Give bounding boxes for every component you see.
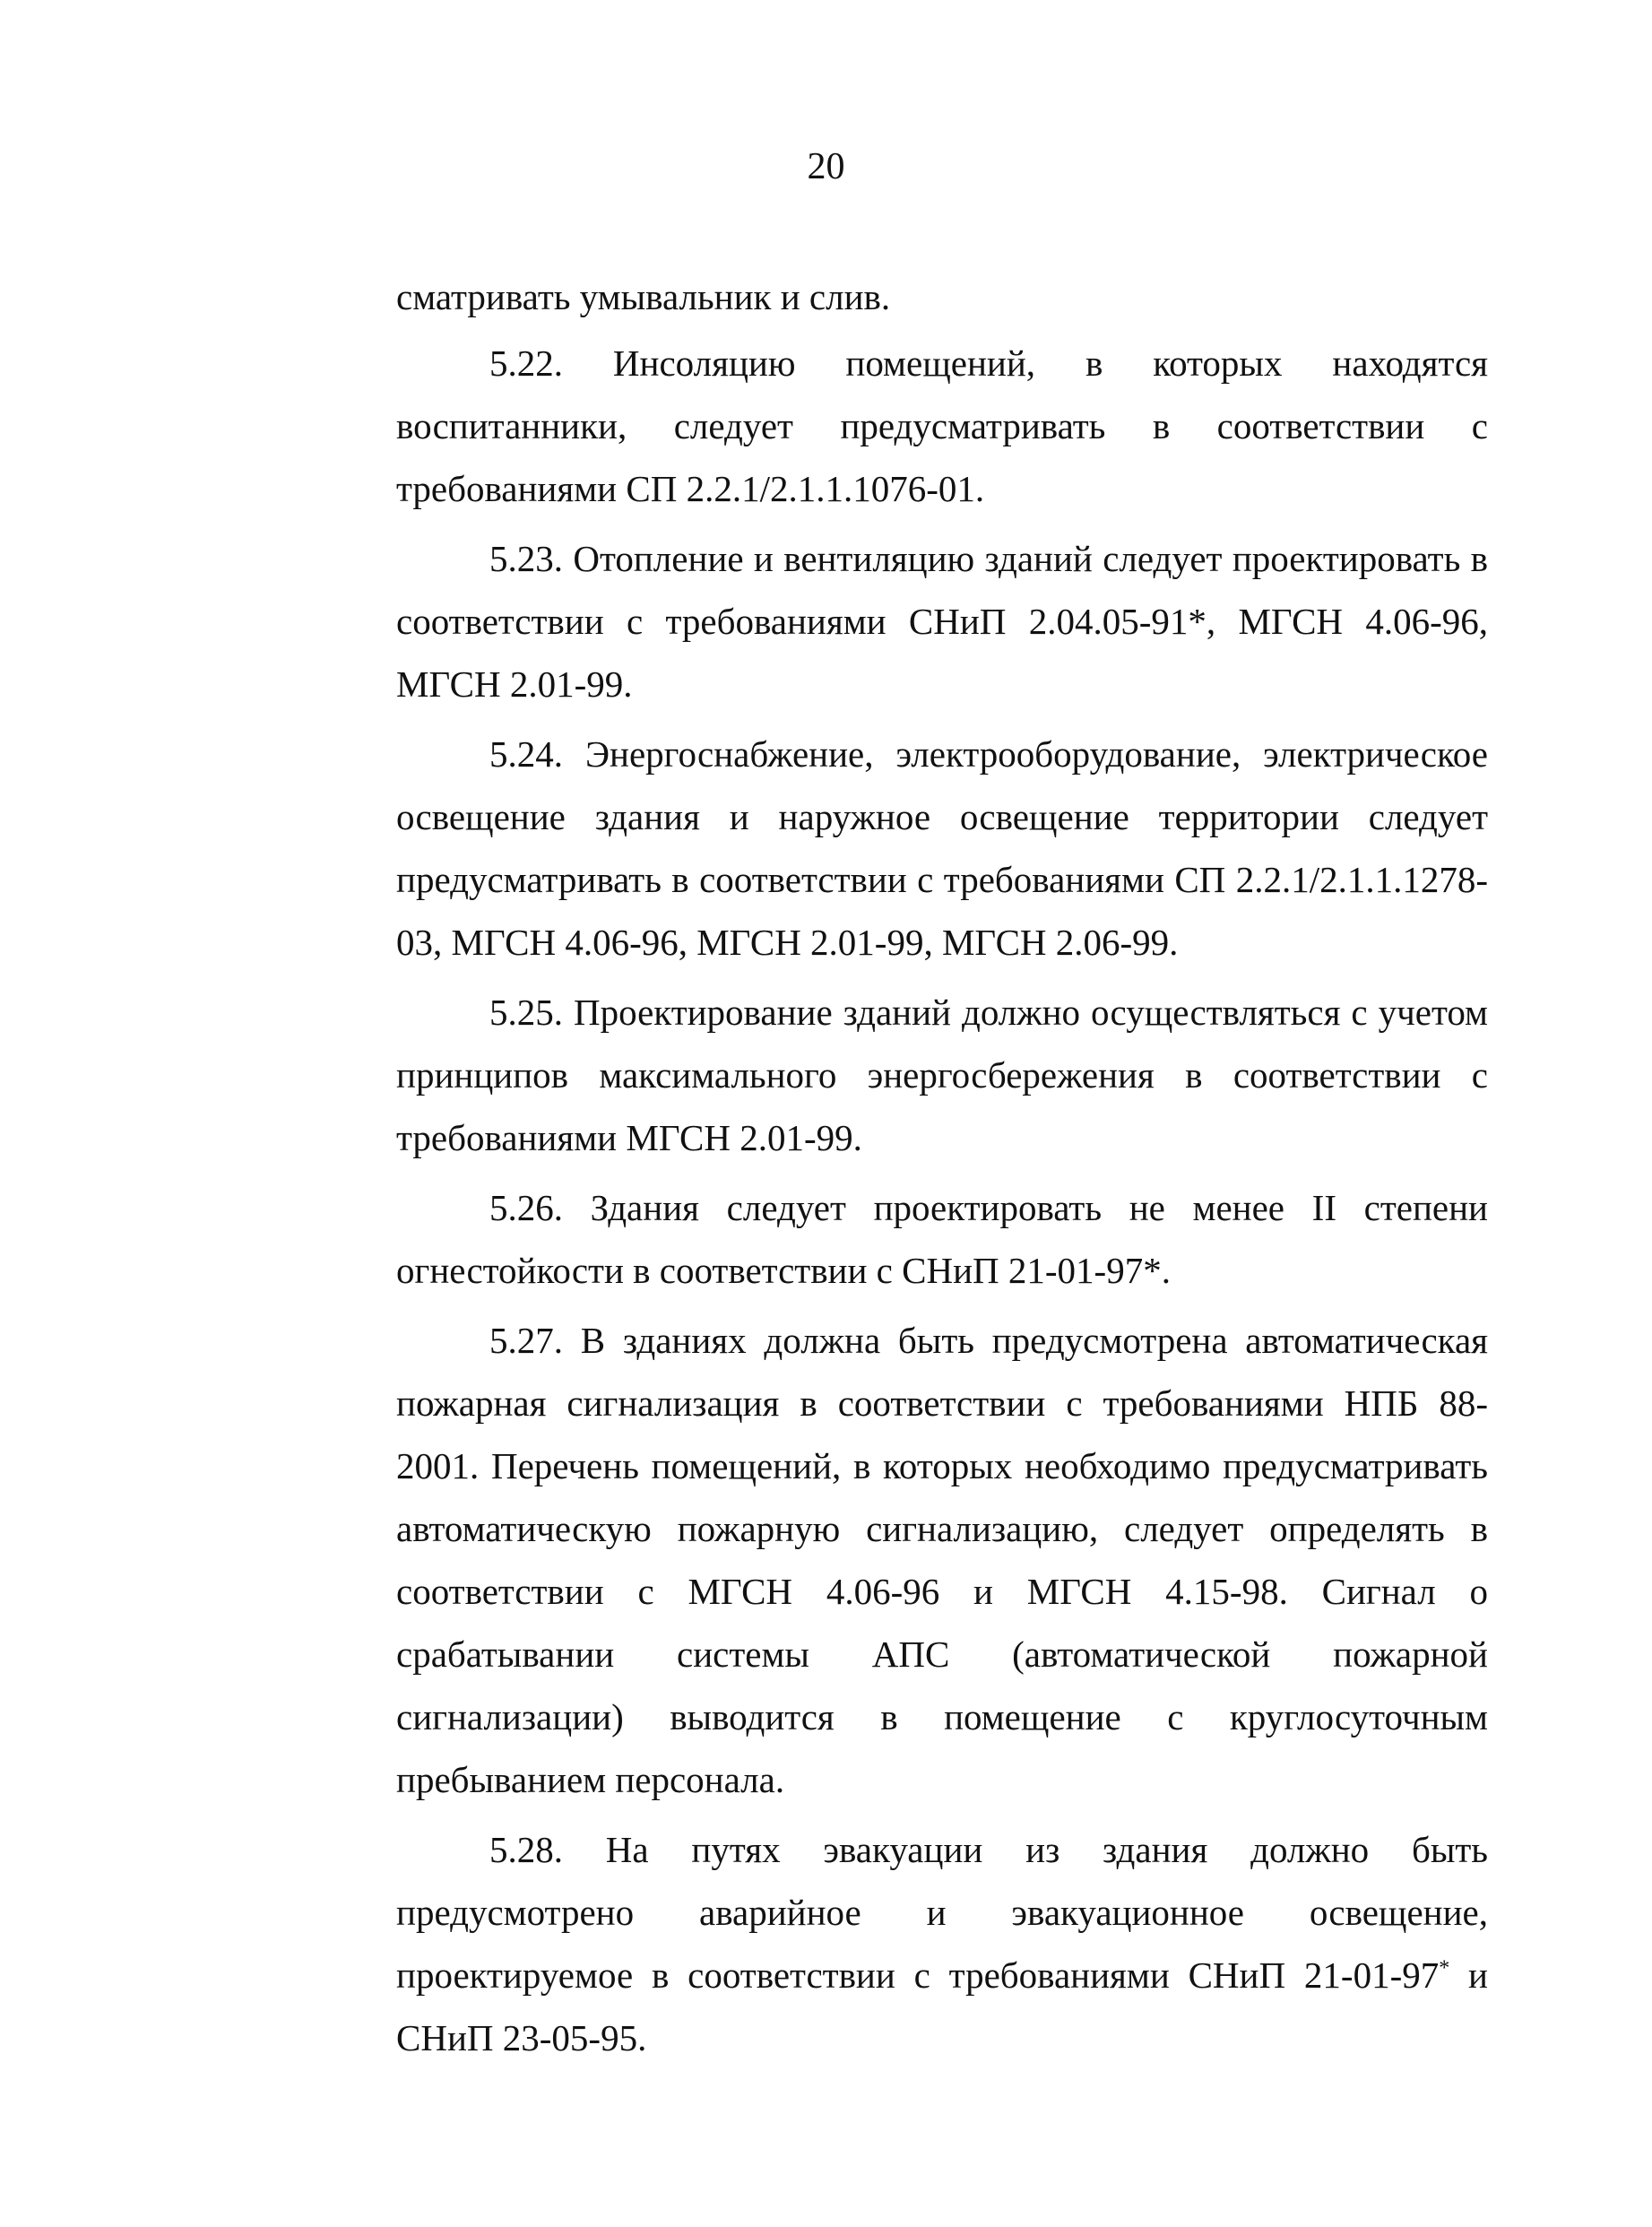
superscript-asterisk: * (1439, 1956, 1450, 1980)
paragraph-5-24: 5.24. Энергоснабжение, электрооборудование, электрическое освещение здания и наружное освещение территории следует предусматривать в соответствии с требованиями СП 2.2.1/2.1.1.1278-03, МГСН 4.06-96, МГСН 2.01-99, МГСН 2.06-99. (396, 733, 1488, 963)
paragraph-5-26: 5.26. Здания следует проектировать не менее II степени огнестойкости в соответствии с СНиП 21-01-97*. (396, 1187, 1488, 1291)
page-number: 20 (807, 146, 845, 187)
paragraph-5-28-text: 5.28. На путях эвакуации из здания должно быть предусмотрено аварийное и эвакуационное освещение, проектируемое в соответствии с требованиями СНиП 21-01-97 (396, 1829, 1488, 1996)
paragraph-5-27: 5.27. В зданиях должна быть предусмотрена автоматическая пожарная сигнализация в соответствии с требованиями НПБ 88-2001. Перечень помещений, в которых необходимо предусматривать автоматическую пожарную сигнализацию, следует определять в соответствии с МГСН 4.06-96 и МГСН 4.15-98. Сигнал о срабатывании системы АПС (автоматической пожарной сигнализации) выводится в помещение с круглосуточным пребыванием персонала. (396, 1320, 1488, 1800)
paragraph-5-22: 5.22. Инсоляцию помещений, в которых находятся воспитанники, следует предусматривать в соответствии с требованиями СП 2.2.1/2.1.1.1076-01. (396, 342, 1488, 509)
paragraph-continuation: сматривать умывальник и слив. (396, 276, 891, 317)
paragraph-5-23: 5.23. Отопление и вентиляцию зданий следует проектировать в соответствии с требованиями СНиП 2.04.05-91*, МГСН 4.06-96, МГСН 2.01-99. (396, 538, 1488, 705)
paragraph-5-28-text-end: и СНиП 23-05-95. (396, 1954, 1488, 2058)
paragraph-5-25: 5.25. Проектирование зданий должно осуществляться с учетом принципов максимального энергосбережения в соответствии с требованиями МГСН 2.01-99. (396, 992, 1488, 1158)
paragraph-5-28 (396, 1818, 1488, 2069)
text-body (396, 265, 1488, 2069)
